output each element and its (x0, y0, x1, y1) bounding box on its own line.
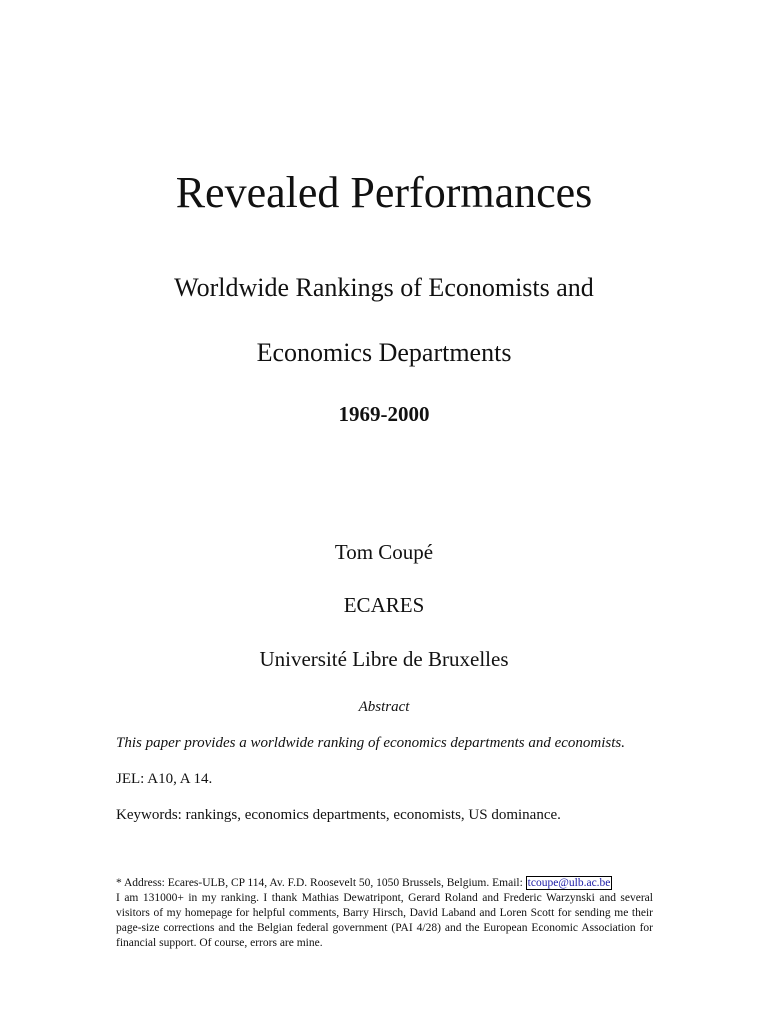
keywords: Keywords: rankings, economics departments, economists, US dominance. (116, 807, 561, 823)
footnote-acknowledgement: I am 131000+ in my ranking. I thank Mathias Dewatripont, Gerard Roland and Frederic Warzynski and several visitors of my homepage for helpful comments, Barry Hirsch, David Laband and Loren Scott for sending me their page-size corrections and the Belgian federal government (PAI 4/28) and the European Economic Association for financial support. Of course, errors are mine. (116, 892, 653, 949)
author-university: Université Libre de Bruxelles (259, 647, 509, 671)
author-institute: ECARES (343, 593, 425, 617)
abstract-text: This paper provides a worldwide ranking of economics departments and economists. (116, 735, 625, 751)
year-range: 1969-2000 (338, 402, 430, 426)
footnote-address (116, 876, 653, 891)
footnote-address-text: * Address: Ecares-ULB, CP 114, Av. F.D. Roosevelt 50, 1050 Brussels, Belgium. Email: (116, 877, 523, 889)
paper-title: Revealed Performances (175, 168, 593, 217)
jel-codes: JEL: A10, A 14. (116, 771, 213, 787)
author-name: Tom Coupé (334, 540, 434, 564)
paper-subtitle-line-2: Economics Departments (256, 338, 512, 367)
email-link[interactable]: tcoupe@ulb.ac.be (527, 877, 611, 889)
footnote (116, 876, 653, 951)
paper-subtitle-line-1: Worldwide Rankings of Economists and (174, 273, 594, 302)
abstract-heading: Abstract (358, 699, 410, 715)
